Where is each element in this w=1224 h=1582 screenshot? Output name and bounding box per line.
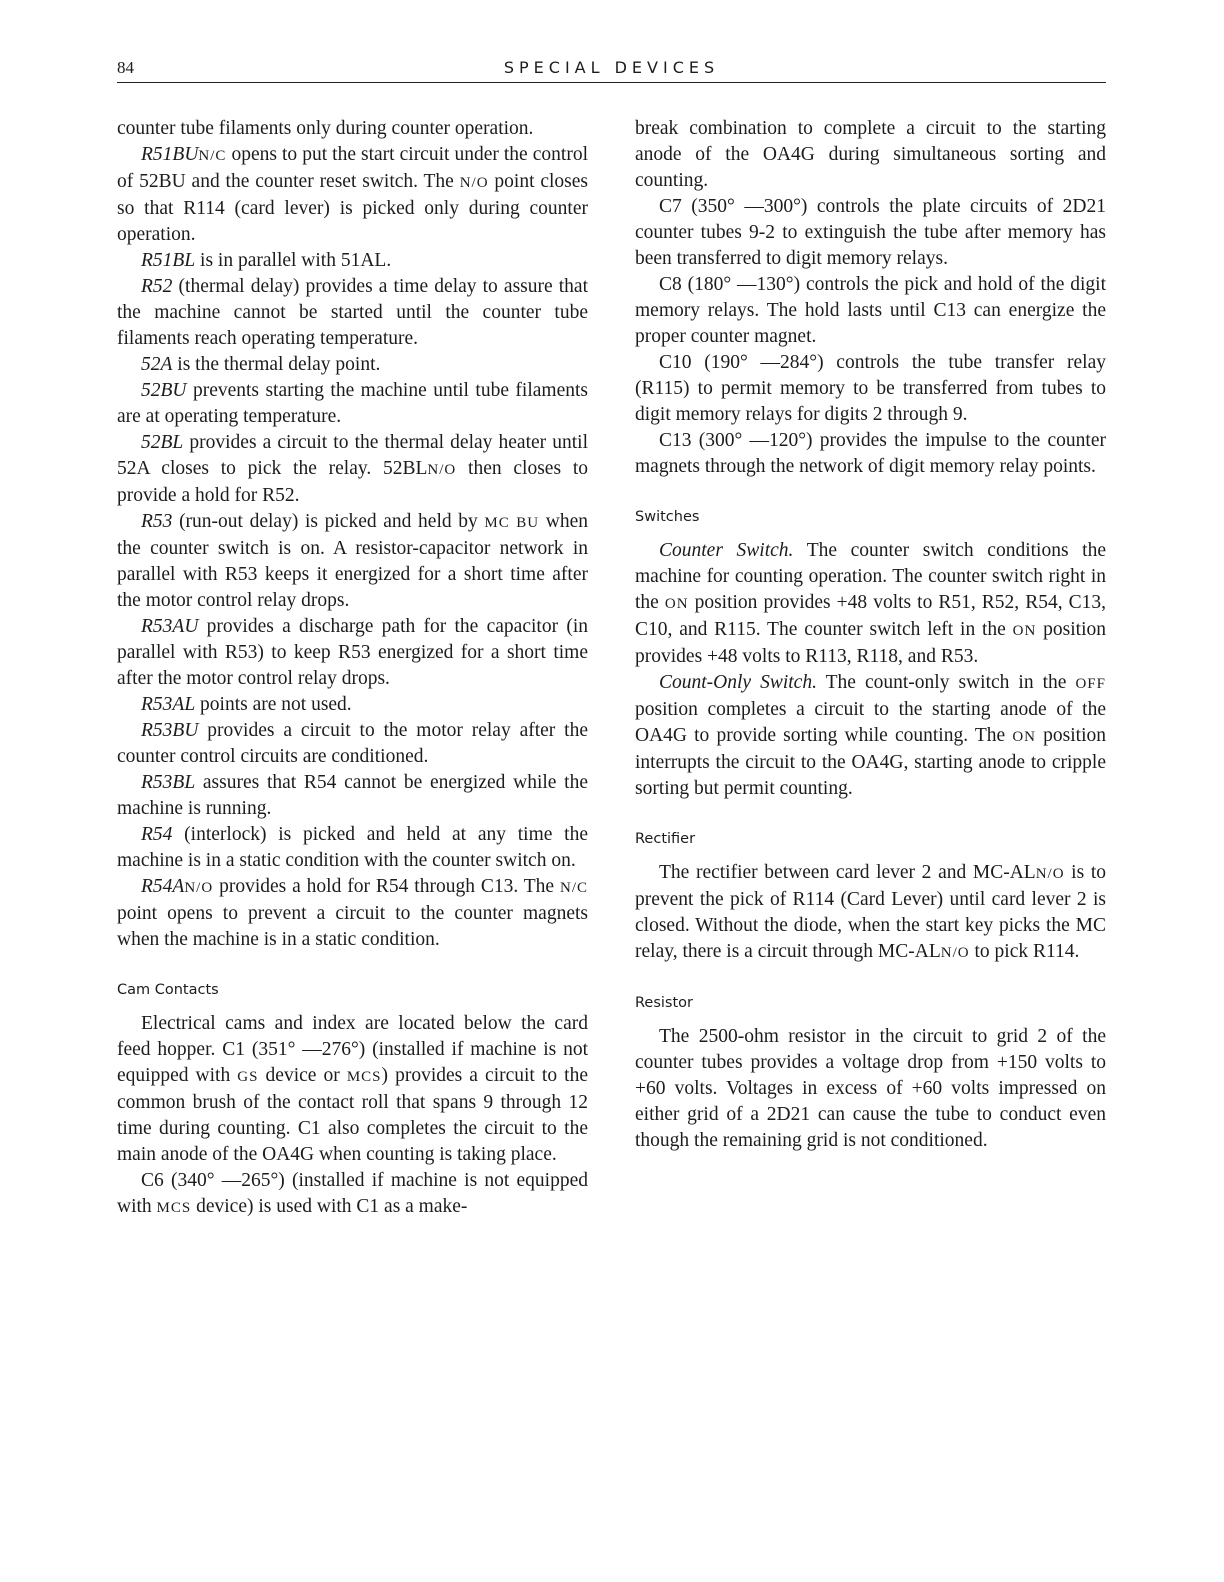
text: opens to put the start circuit under the control of 52BU and the counter reset switch. The bbox=[117, 144, 588, 192]
paragraph bbox=[117, 718, 588, 770]
text: provides a hold for R54 through C13. The bbox=[213, 876, 560, 897]
small-caps: MC BU bbox=[484, 515, 540, 531]
paragraph: counter tube filaments only during counter operation. bbox=[117, 118, 534, 139]
term: R53 bbox=[141, 511, 173, 532]
text: (interlock) is picked and held at any time the machine is in a static condition with the counter switch on. bbox=[117, 824, 588, 871]
small-caps: ON bbox=[664, 596, 689, 612]
small-caps: GS bbox=[237, 1069, 259, 1085]
paragraph bbox=[117, 142, 588, 248]
paragraph bbox=[117, 692, 588, 718]
text: The count-only switch in the bbox=[816, 672, 1076, 693]
term: R54A bbox=[141, 876, 185, 897]
text: Electrical cams and index are located below the card feed hopper. C1 (351° —276°) (installed if machine is not equipped with bbox=[117, 1013, 588, 1086]
right-column bbox=[635, 116, 1106, 1154]
term: 52BU bbox=[141, 380, 187, 401]
text: provides a circuit to the thermal delay heater until 52A closes to pick the relay. 52BL bbox=[117, 432, 588, 479]
paragraph bbox=[117, 822, 588, 874]
term: R52 bbox=[141, 276, 173, 297]
small-caps: N/C bbox=[559, 880, 588, 896]
small-caps: N/O bbox=[459, 175, 489, 191]
term: R53AL bbox=[141, 694, 196, 715]
term: Counter Switch. bbox=[659, 540, 794, 561]
paragraph bbox=[635, 670, 1106, 802]
section-heading-rectifier: Rectifier bbox=[635, 831, 696, 847]
paragraph bbox=[117, 378, 588, 430]
text: The rectifier between card lever 2 and MC-AL bbox=[659, 862, 1036, 883]
term: R53BU bbox=[141, 720, 199, 741]
paragraph bbox=[117, 874, 588, 953]
page-number: 84 bbox=[117, 58, 134, 77]
small-caps: ON bbox=[1012, 729, 1036, 745]
paragraph bbox=[117, 614, 588, 692]
left-column bbox=[117, 116, 588, 1221]
text: points are not used. bbox=[195, 694, 352, 715]
paragraph bbox=[117, 770, 588, 822]
text: provides a circuit to the motor relay after the counter control circuits are conditioned. bbox=[117, 720, 588, 767]
page-header bbox=[117, 58, 1106, 83]
paragraph bbox=[117, 274, 588, 352]
paragraph: C7 (350° —300°) controls the plate circuits of 2D21 counter tubes 9-2 to extinguish the tube after memory has been transferred to digit memory relays. bbox=[635, 196, 1106, 269]
text: The counter switch conditions the machine for counting operation. The counter switch right in the bbox=[635, 540, 1106, 613]
small-caps: OFF bbox=[1075, 676, 1106, 692]
small-caps: N/C bbox=[198, 148, 227, 164]
small-caps: ON bbox=[1012, 623, 1037, 639]
small-caps: N/O bbox=[1035, 866, 1065, 882]
text: point opens to prevent a circuit to the counter magnets when the machine is in a static condition. bbox=[117, 903, 588, 950]
term: 52BL bbox=[141, 432, 184, 453]
term: R51BL bbox=[141, 250, 196, 271]
text: ) provides a circuit to the common brush of the contact roll that spans 9 through 12 time during counting. C1 also completes the circuit to the main anode of the OA4G when counting is taking place. bbox=[117, 1065, 588, 1165]
paragraph: break combination to complete a circuit to the starting anode of the OA4G during simultaneous sorting and counting. bbox=[635, 118, 1106, 191]
small-caps: MCS bbox=[156, 1200, 192, 1216]
paragraph bbox=[117, 430, 588, 509]
text: then closes to provide a hold for R52. bbox=[117, 458, 588, 506]
paragraph bbox=[117, 1168, 588, 1221]
paragraph bbox=[117, 248, 588, 274]
text: device or bbox=[258, 1065, 347, 1086]
text: is the thermal delay point. bbox=[172, 354, 381, 375]
paragraph bbox=[635, 538, 1106, 670]
text: (run-out delay) is picked and held by bbox=[172, 511, 485, 532]
paragraph: C13 (300° —120°) provides the impulse to the counter magnets through the network of digit memory relay points. bbox=[635, 430, 1106, 477]
paragraph: C10 (190° —284°) controls the tube transfer relay (R115) to permit memory to be transferred from tubes to digit memory relays for digits 2 through 9. bbox=[635, 352, 1106, 425]
text: provides a discharge path for the capacitor (in parallel with R53) to keep R53 energized for a short time after the motor control relay drops. bbox=[117, 616, 588, 689]
section-heading-switches: Switches bbox=[635, 509, 700, 525]
text: when the counter switch is on. A resistor-capacitor network in parallel with R53 keeps it energized for a short time after the motor control relay drops. bbox=[117, 511, 588, 611]
text: point closes so that R114 (card lever) is picked only during counter operation. bbox=[117, 171, 588, 245]
text: assures that R54 cannot be energized while the machine is running. bbox=[117, 772, 588, 819]
term: Count-Only Switch. bbox=[659, 672, 817, 693]
text: position interrupts the circuit to the OA4G, starting anode to cripple sorting but permit counting. bbox=[635, 725, 1106, 799]
section-heading-cam-contacts: Cam Contacts bbox=[117, 982, 219, 998]
paragraph bbox=[117, 352, 588, 378]
paragraph bbox=[635, 860, 1106, 966]
small-caps: MCS bbox=[346, 1069, 382, 1085]
section-heading-resistor: Resistor bbox=[635, 995, 693, 1011]
term: R54 bbox=[141, 824, 173, 845]
term: R53AU bbox=[141, 616, 199, 637]
small-caps: N/O bbox=[427, 462, 457, 478]
text: prevents starting the machine until tube filaments are at operating temperature. bbox=[117, 380, 588, 427]
paragraph: C8 (180° —130°) controls the pick and hold of the digit memory relays. The hold lasts until C13 can energize the proper counter magnet. bbox=[635, 274, 1106, 347]
small-caps: N/O bbox=[940, 945, 970, 961]
text: device) is used with C1 as a make- bbox=[191, 1196, 468, 1217]
paragraph bbox=[117, 509, 588, 614]
text: C6 (340° —265°) (installed if machine is not equipped with bbox=[117, 1170, 588, 1217]
term: R51BU bbox=[141, 144, 199, 165]
small-caps: N/O bbox=[184, 880, 214, 896]
text: position provides +48 volts to R113, R118, and R53. bbox=[635, 619, 1107, 667]
term: 52A bbox=[141, 354, 173, 375]
term: R53BL bbox=[141, 772, 196, 793]
text: to pick R114. bbox=[969, 941, 1080, 962]
paragraph: The 2500-ohm resistor in the circuit to grid 2 of the counter tubes provides a voltage drop from +150 volts to +60 volts. Voltages in excess of +60 volts impressed on either grid of a 2D21 can cause the tube to conduct even though the remaining grid is not conditioned. bbox=[635, 1026, 1106, 1151]
paragraph bbox=[117, 1011, 588, 1168]
running-title: SPECIAL DEVICES bbox=[503, 58, 720, 77]
text: (thermal delay) provides a time delay to assure that the machine cannot be started until the counter tube filaments reach operating temperature. bbox=[117, 276, 588, 349]
text: position provides +48 volts to R51, R52, R54, C13, C10, and R115. The counter switch left in the bbox=[635, 592, 1106, 640]
text: position completes a circuit to the starting anode of the OA4G to provide sorting while counting. The bbox=[635, 699, 1106, 746]
text: is to prevent the pick of R114 (Card Lever) until card lever 2 is closed. Without the diode, when the start key picks the MC relay, there is a circuit through MC-AL bbox=[635, 862, 1106, 962]
text: is in parallel with 51AL. bbox=[195, 250, 392, 271]
